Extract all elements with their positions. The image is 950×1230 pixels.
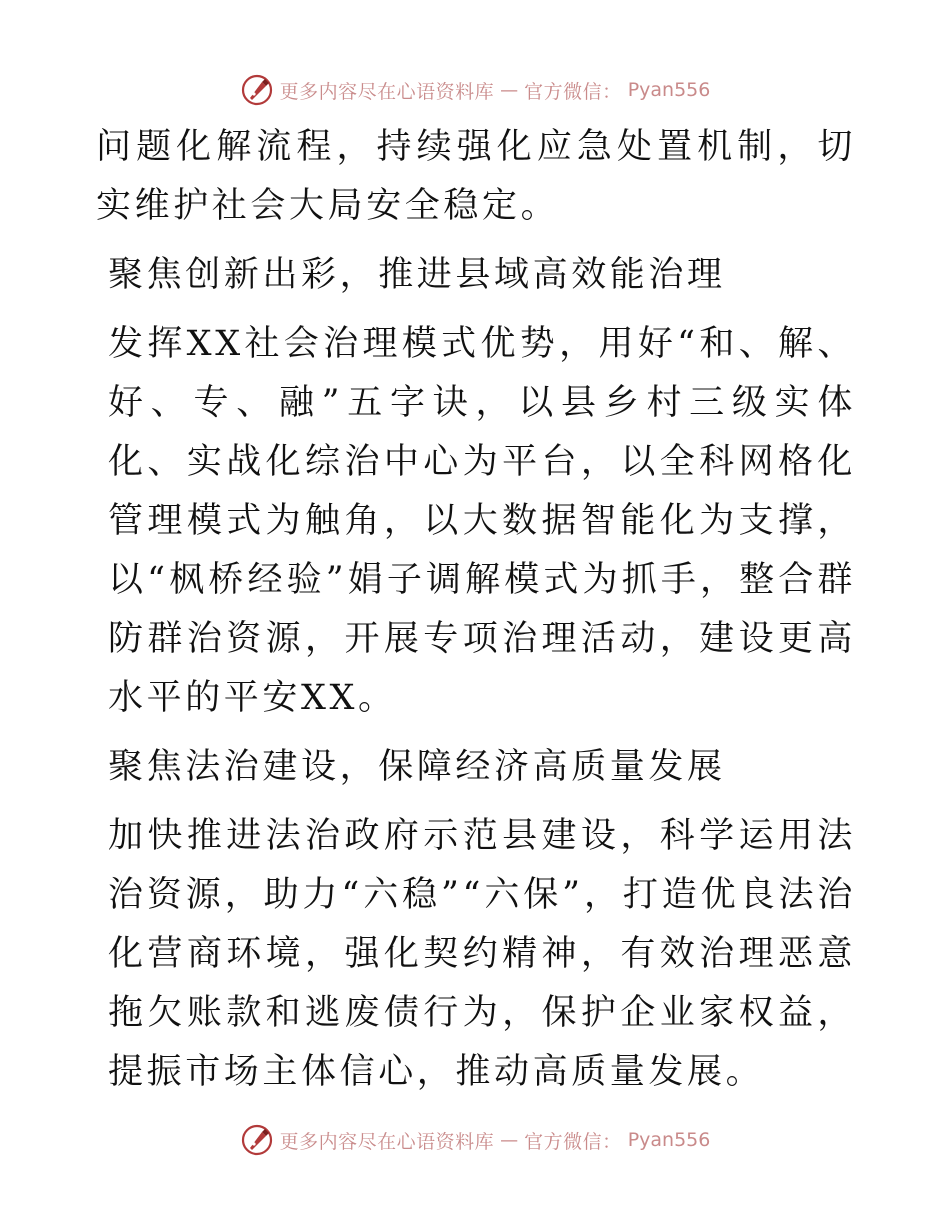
- paragraph-continuation: 问题化解流程，持续强化应急处置机制，切实维护社会大局安全稳定。: [96, 127, 856, 226]
- pen-nib-logo-icon: [240, 73, 274, 107]
- wechat-id: Pyan556: [627, 79, 711, 101]
- wechat-id: Pyan556: [627, 1129, 711, 1151]
- wechat-label: 官方微信：: [524, 80, 622, 103]
- banner-separator: —: [500, 79, 519, 101]
- header-watermark-banner: [0, 70, 950, 110]
- section-heading-rule-of-law: 聚焦法治建设，保障经济高质量发展: [108, 747, 726, 787]
- pen-nib-logo-icon: [240, 1123, 274, 1157]
- site-name-text: 更多内容尽在心语资料库: [279, 1130, 495, 1153]
- banner-separator: —: [500, 1129, 519, 1151]
- document-body: [96, 118, 856, 1112]
- wechat-label: 官方微信：: [524, 1130, 622, 1153]
- section-heading-innovation: 聚焦创新出彩，推进县域高效能治理: [108, 255, 726, 295]
- footer-watermark-banner: [0, 1120, 950, 1160]
- site-name-text: 更多内容尽在心语资料库: [279, 80, 495, 103]
- paragraph-rule-of-law: 加快推进法治政府示范县建设，科学运用法治资源，助力“六稳”“六保”，打造优良法治化营商环境，强化契约精神，有效治理恶意拖欠账款和逃废债行为，保护企业家权益，提振市场主体信心，推动高质量发展。: [108, 816, 856, 1092]
- paragraph-innovation: 发挥XX社会治理模式优势，用好“和、解、好、专、融”五字诀，以县乡村三级实体化、实战化综治中心为平台，以全科网格化管理模式为触角，以大数据智能化为支撑，以“枫桥经验”娟子调解模式为抓手，整合群防群治资源，开展专项治理活动，建设更高水平的平安XX。: [108, 324, 856, 718]
